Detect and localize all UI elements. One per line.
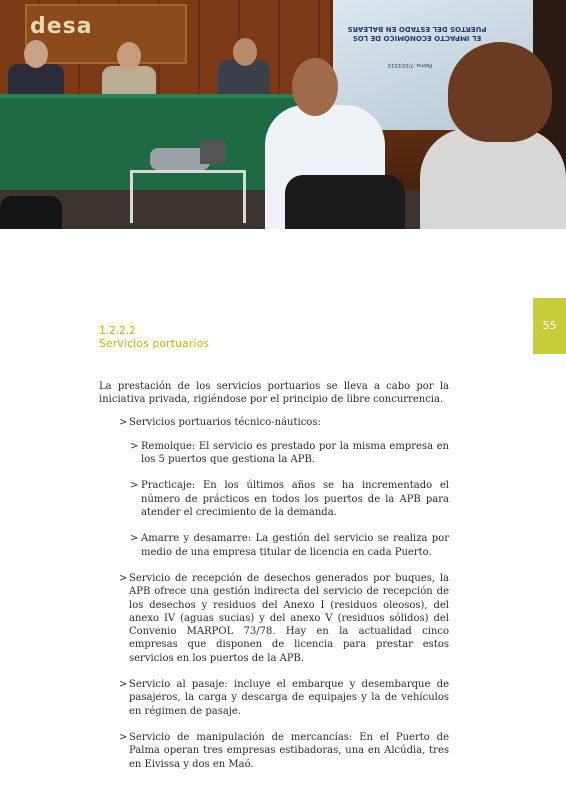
list-item [99,678,449,718]
list-item-text: Servicio de recepción de desechos generados por buques, la APB ofrece una gestión indirecta del servicio de recepción de los desechos y residuos del Anexo I (residuos oleosos), del anexo IV (aguas sucias) y del anexo V (residuos sólidos) del Convenio MARPOL 73/78. Hay en la actualidad cinco empresas que disponen de licencia para prestar estos servicios en los puertos de la APB. [129,572,449,664]
audience-man-head [292,58,338,116]
speaker-right-head [233,38,257,66]
list-item [99,731,449,771]
intro-paragraph: La prestación de los servicios portuarios se lleva a cabo por la iniciativa privada, rigiéndose por el principio de libre concurrencia. [99,381,449,406]
laptop [200,140,226,164]
list-item-text: Practicaje: En los últimos años se ha incrementado el número de prácticos en todos los puertos de la APB para atender el crecimiento de la demanda. [141,480,449,519]
list-item-text: Servicios portuarios técnico-náuticos: [129,416,321,428]
list-item [99,440,449,467]
audience-woman-hair [448,42,552,142]
list-item-text: Servicio de manipulación de mercancías: En el Puerto de Palma operan tres empresas estibadoras, una en Alcúdia, tres en Eivissa y dos en Maó. [129,731,449,770]
list-item [99,532,449,559]
logo-text: desa [30,14,93,39]
list-item-text: Servicio al pasaje: incluye el embarque y desembarque de pasajeros, la carga y descarga de equipajes y la de vehículos en régimen de pasaje. [129,679,449,717]
bullet-marker: > [130,533,139,545]
speaker-left-head [24,40,48,68]
page-number: 55 [542,319,557,332]
bullet-marker: > [130,440,139,452]
speaker-center-head [117,42,141,70]
section-number: 1.2.2.2 [99,325,136,337]
list-item-text: Amarre y desamarre: La gestión del servicio se realiza por medio de una empresa titular de licencia en cada Puerto. [141,533,449,558]
screen-title: EL IMPACTO ECONÓMICO DE LOS PUERTOS DEL ESTADO EN BALEARS [347,25,487,42]
chair-back [285,175,405,229]
bullet-marker: > [119,679,128,691]
list-item [99,572,449,665]
bullet-marker: > [119,572,128,584]
list-item [99,479,449,519]
body-text [99,380,449,771]
bullet-marker: > [130,480,139,492]
section-title: Servicios portuarios [99,338,210,350]
projector-cart [130,170,246,223]
bullet-marker: > [119,731,128,743]
list-item [99,416,449,429]
bullet-marker: > [119,416,128,428]
conference-photo [0,0,566,229]
list-item-text: Remolque: El servicio es prestado por la misma empresa en los 5 puertos que gestiona la APB. [141,440,449,466]
page-number-tab [533,298,566,354]
chair-left [0,196,62,229]
screen-subtitle: Palma, 7/10/2010 [388,62,432,68]
audience-woman-shirt [420,128,566,229]
